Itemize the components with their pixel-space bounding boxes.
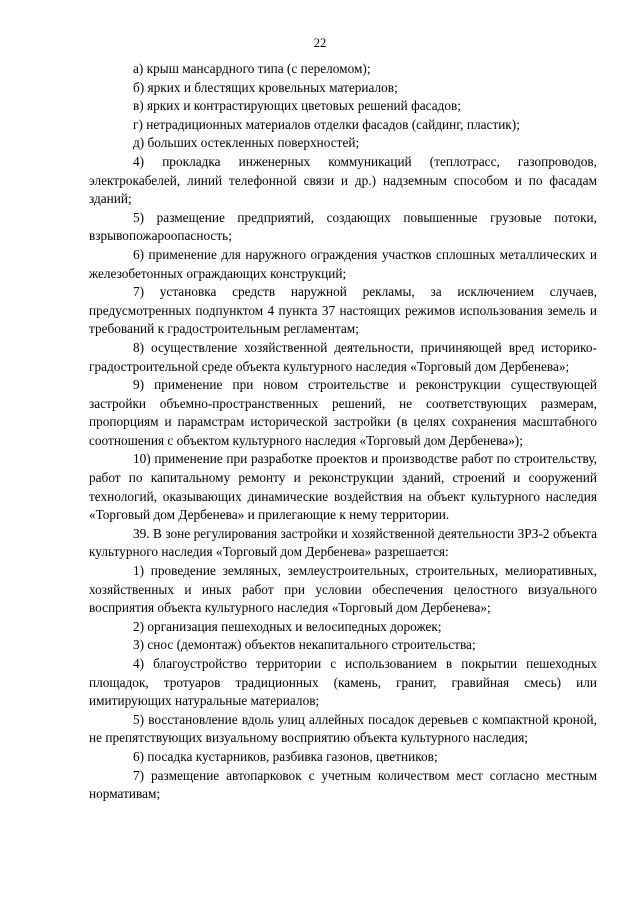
list-item-b: б) ярких и блестящих кровельных материалов; xyxy=(133,79,398,95)
document-body xyxy=(89,60,597,804)
prohibition-item-6: 6) применение для наружного ограждения участков сплошных металлических и железобетонных ограждающих конструкций; xyxy=(89,246,597,281)
permission-item-5: 5) восстановление вдоль улиц аллейных посадок деревьев с компактной кроной, не препятствующих визуальному восприятию объекта культурного наследия; xyxy=(89,711,597,746)
prohibition-item-9: 9) применение при новом строительстве и реконструкции существующей застройки объемно-пространственных решений, не соответствующих размерам, пропорциям и парамстрам исторической застройки (в целях сохранения масштабного соотношения с объектом культурного наследия «Торговый дом Дербенева»); xyxy=(89,377,597,448)
list-item-a: а) крыш мансардного типа (с переломом); xyxy=(133,61,371,76)
page-number: 22 xyxy=(313,36,327,50)
list-item-d: д) больших остекленных поверхностей; xyxy=(133,135,360,151)
permission-item-2: 2) организация пешеходных и велосипедных дорожек; xyxy=(133,618,442,634)
prohibition-item-7: 7) установка средств наружной рекламы, за исключением случаев, предусмотренных подпунктом 4 пункта 37 настоящих режимов использования земель и требований к градостроительным регламентам; xyxy=(89,284,597,337)
prohibition-item-10: 10) применение при разработке проектов и производстве работ по строительству, работ по капитальному ремонту и реконструкции зданий, строений и сооружений технологий, оказывающих динамические воздействия на объект культурного наследия «Торговый дом Дербенева» и прилегающие к нему территории. xyxy=(89,451,597,523)
permission-item-7: 7) размещение автопарковок с учетным количеством мест согласно местным нормативам; xyxy=(89,767,597,802)
permission-item-4: 4) благоустройство территории с использованием в покрытии пешеходных площадок, тротуаров традиционных (камень, гранит, гравийная смесь) или имитирующих натуральные материалов; xyxy=(89,656,597,709)
prohibition-item-5: 5) размещение предприятий, создающих повышенные грузовые потоки, взрывопожароопасность; xyxy=(89,209,597,244)
prohibition-item-4: 4) прокладка инженерных коммуникаций (теплотрасс, газопроводов, электрокабелей, линий телефонной связи и др.) надземным способом и по фасадам зданий; xyxy=(89,153,597,207)
list-item-g: г) нетрадиционных материалов отделки фасадов (сайдинг, пластик); xyxy=(133,116,520,132)
section-39-heading: 39. В зоне регулирования застройки и хозяйственной деятельности ЗРЗ-2 объекта культурного наследия «Торговый дом Дербенева» разрешается: xyxy=(89,525,597,560)
permission-item-1: 1) проведение земляных, землеустроительных, строительных, мелиоративных, хозяйственных и иных работ при условии обеспечения целостного визуального восприятия объекта культурного наследия «Торговый дом Дербенева»; xyxy=(89,563,597,616)
prohibition-item-8: 8) осуществление хозяйственной деятельности, причиняющей вред историко-градостроительной среде объекта культурного наследия «Торговый дом Дербенева»; xyxy=(89,339,597,374)
permission-item-3: 3) снос (демонтаж) объектов некапитального строительства; xyxy=(133,637,476,653)
permission-item-6: 6) посадка кустарников, разбивка газонов, цветников; xyxy=(133,748,438,764)
list-item-v: в) ярких и контрастирующих цветовых решений фасадов; xyxy=(133,98,461,114)
